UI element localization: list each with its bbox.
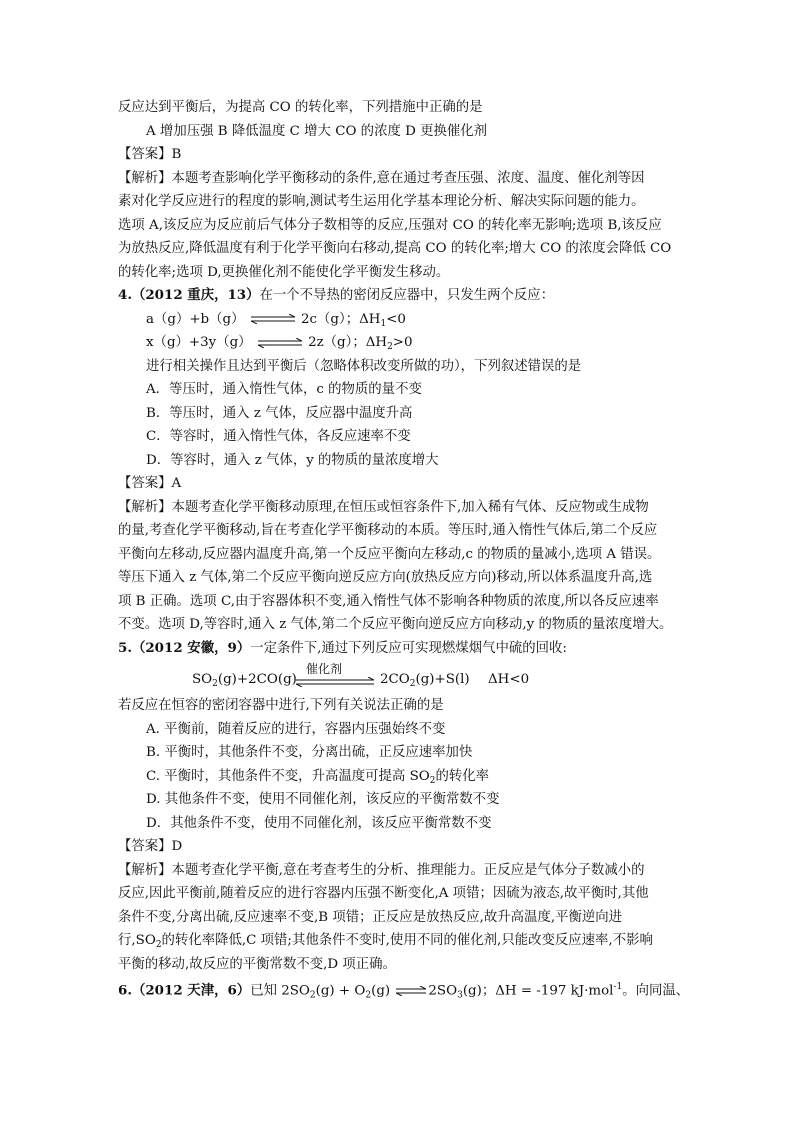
- catalyst-label: 催化剂: [306, 662, 343, 676]
- equilibrium-arrow-icon: [251, 314, 295, 324]
- question-number: 6.（2012 天津，6）: [118, 982, 251, 999]
- equation-catalyst: [118, 660, 678, 694]
- option-a: A. 平衡前，随着反应的进行，容器内压强始终不变: [146, 721, 446, 737]
- answer-line: 【答案】B: [118, 147, 182, 162]
- eq-right: 2c（g）；ΔH: [301, 311, 381, 327]
- eq-tail: <0: [386, 311, 406, 327]
- equation-1: [118, 308, 678, 332]
- option-d: D. 其他条件不变，使用不同催化剂，该反应的平衡常数不变: [146, 792, 500, 807]
- eq-left: $SO_2(g)+2CO(g)$: [192, 672, 297, 689]
- options-line: A 增加压强 B 降低温度 C 增大 CO 的浓度 D 更换催化剂: [146, 123, 488, 139]
- analysis-line: 不变。选项 D,等容时,通入 z 气体,第二个反应平衡向逆反应方向移动,y 的物质的量浓度增大。: [118, 617, 673, 632]
- equilibrium-arrow-icon: [258, 338, 302, 348]
- subscript: 2: [387, 342, 393, 352]
- option-c: C．等容时，通入惰性气体，各反应速率不变: [146, 429, 411, 444]
- text-line: 若反应在恒容的密闭容器中进行,下列有关说法正确的是: [118, 698, 444, 713]
- equilibrium-arrow-icon: [296, 677, 374, 687]
- question-5: [118, 637, 678, 661]
- answer-line: 【答案】A: [118, 476, 182, 491]
- analysis-line: 为放热反应,降低温度有利于化学平衡向右移动,提高 CO 的转化率;增大 CO 的浓度会降低 CO: [118, 241, 672, 256]
- analysis-line: 的转化率;选项 D,更换催化剂不能使化学平衡发生移动。: [118, 264, 450, 280]
- option-d: D．等容时，通入 z 气体，y 的物质的量浓度增大: [146, 452, 439, 468]
- document-page: [118, 96, 690, 1001]
- analysis-line: 选项 A,该反应为反应前后气体分子数相等的反应,压强对 CO 的转化率无影响;选项 B,该反应: [118, 217, 662, 233]
- analysis-line: 反应,因此平衡前,随着反应的进行容器内压强不断变化,A 项错；因硫为液态,故平衡时,其他: [118, 886, 649, 901]
- analysis-line: 【解析】本题考查化学平衡移动原理,在恒压或恒容条件下,加入稀有气体、反应物或生成物: [118, 499, 649, 515]
- eq-tail: >0: [392, 335, 413, 350]
- enthalpy-label: ΔH<0: [488, 672, 530, 687]
- question-number: 5.（2012 安徽，9）: [118, 639, 251, 656]
- option-a: A．等压时，通入惰性气体，c 的物质的量不变: [146, 382, 422, 397]
- equilibrium-arrow-icon: [396, 986, 426, 996]
- question-4: [118, 284, 678, 308]
- text-line: 进行相关操作且达到平衡后（忽略体积改变所做的功），下列叙述错误的是: [146, 358, 582, 374]
- equation-2: [118, 331, 678, 355]
- eq-right: $2CO_2(g)+S(l)$: [380, 672, 470, 689]
- option-c: C. 平衡时，其他条件不变，升高温度可提高 $SO_2$的转化率: [146, 768, 490, 786]
- question-6: 6.（2012 天津，6）已知 $2SO_2(g) + O_2(g)$ $2SO_3(g)$；ΔH = -197 kJ·mol$^{-1}$。向同温、: [118, 982, 690, 1001]
- option-d-alt: D．其他条件不变，使用不同催化剂，该反应平衡常数不变: [146, 815, 492, 831]
- analysis-line: 条件不变,分离出硫,反应速率不变,B 项错；正反应是放热反应,故升高温度,平衡逆向进: [118, 909, 623, 925]
- option-b: B．等压时，通入 z 气体，反应器中温度升高: [146, 405, 413, 421]
- analysis-line: 素对化学反应进行的程度的影响,测试考生运用化学基本理论分析、解决实际问题的能力。: [118, 194, 645, 209]
- eq-left: a（g）+b（g）: [146, 311, 245, 327]
- analysis-line: 【解析】本题考查化学平衡,意在考查考生的分析、推理能力。正反应是气体分子数减小的: [118, 862, 645, 878]
- question-text: 在一个不导热的密闭反应器中，只发生两个反应：: [259, 288, 555, 303]
- analysis-line: 行$,SO_2$的转化率降低,C 项错;其他条件不变时,使用不同的催化剂,只能改变反应速率,不影响: [118, 933, 653, 950]
- analysis-line: 【解析】本题考查影响化学平衡移动的条件,意在通过考查压强、浓度、温度、催化剂等因: [118, 170, 645, 186]
- analysis-line: 项 B 正确。选项 C,由于容器体积不变,通入惰性气体不影响各种物质的浓度,所以各反应速率: [118, 593, 659, 609]
- question-number: 4.（2012 重庆，13）: [118, 287, 260, 303]
- analysis-line: 平衡向左移动,反应器内温度升高,第一个反应平衡向左移动,c 的物质的量减小,选项 A 错误。: [118, 546, 661, 562]
- analysis-line: 平衡的移动,故反应的平衡常数不变,D 项正确。: [118, 956, 396, 972]
- text-line: 反应达到平衡后，为提高 CO 的转化率，下列措施中正确的是: [118, 100, 483, 115]
- analysis-line: 等压下通入 z 气体,第二个反应平衡向逆反应方向(放热反应方向)移动,所以体系温度升高,选: [118, 570, 653, 585]
- answer-line: 【答案】D: [118, 839, 183, 854]
- eq-right: 2z（g）；ΔH: [308, 335, 388, 350]
- eq-left: x（g）+3y（g）: [146, 335, 252, 350]
- analysis-line: 的量,考查化学平衡移动,旨在考查化学平衡移动的本质。等压时,通入惰性气体后,第二个反应: [118, 523, 658, 538]
- subscript: 1: [380, 318, 387, 329]
- question-text: 一定条件下,通过下列反应可实现燃煤烟气中硫的回收:: [250, 640, 567, 656]
- option-b: B. 平衡时，其他条件不变，分离出硫，正反应速率加快: [146, 745, 473, 760]
